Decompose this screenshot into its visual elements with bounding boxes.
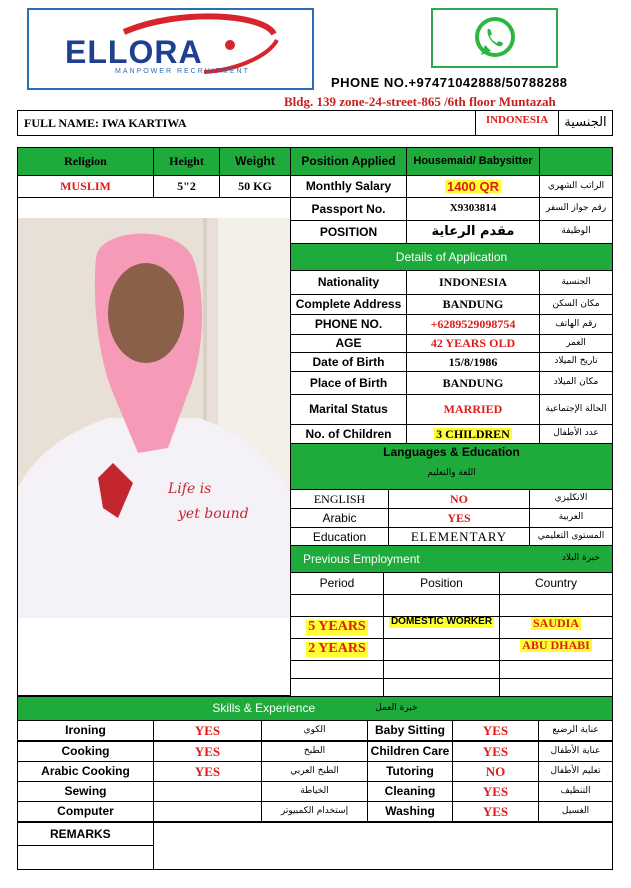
detail-ar: الجنسية	[539, 270, 613, 295]
passport-ar: رقم جواز السفر	[539, 197, 613, 221]
detail-label: Place of Birth	[290, 371, 407, 395]
detail-value-cell	[406, 424, 540, 444]
salary-label: Monthly Salary	[290, 175, 407, 198]
skill-value: YES	[153, 720, 262, 741]
name-nationality: INDONESIA	[485, 114, 549, 126]
detail-label: AGE	[290, 334, 407, 353]
language-label: ENGLISH	[290, 489, 389, 509]
employment-country: ABU DHABI	[522, 638, 590, 652]
logo-text: ELLORA	[65, 34, 203, 70]
detail-ar: عدد الأطفال	[539, 424, 613, 444]
whatsapp-box[interactable]	[431, 8, 558, 68]
detail-value: INDONESIA	[438, 275, 507, 290]
whatsapp-icon	[471, 15, 519, 63]
skill-ar: الطبخ	[261, 741, 368, 762]
skill-ar: الكوي	[261, 720, 368, 741]
skills-title: Skills & Experience	[212, 701, 316, 716]
detail-value: 42 YEARS OLD	[430, 336, 516, 351]
employment-cell	[499, 616, 613, 639]
skill-ar: عناية الرضيع	[538, 720, 613, 741]
full-name-cell	[17, 110, 476, 136]
skill-label: Sewing	[17, 781, 154, 802]
employment-header-cell: Country	[499, 572, 613, 595]
skill-ar: الغسيل	[538, 801, 613, 822]
full-name: FULL NAME: IWA KARTIWA	[24, 115, 187, 130]
employment-country: SAUDIA	[532, 616, 579, 630]
detail-ar: مكان السكن	[539, 294, 613, 315]
employment-title-ar: خبرة البلاد	[561, 553, 600, 564]
skills-title-ar: خبرة العمل	[375, 702, 418, 713]
skill-label: Children Care	[367, 741, 453, 762]
employment-cell	[290, 660, 384, 679]
language-ar: الانكليزي	[529, 489, 613, 509]
skill-value: YES	[452, 801, 539, 822]
name-nationality-cell	[475, 110, 559, 136]
details-title: Details of Application	[290, 243, 613, 271]
height-value: 5"2	[153, 175, 220, 198]
employment-title-cell	[290, 545, 613, 573]
detail-value: MARRIED	[443, 402, 503, 417]
detail-value-cell	[406, 334, 540, 353]
skill-label: Computer	[17, 801, 154, 822]
languages-title: Languages & Education	[383, 445, 520, 459]
remarks-blank	[17, 845, 154, 870]
position-label: POSITION	[290, 220, 407, 244]
employment-cell	[290, 616, 384, 639]
employment-header-cell: Period	[290, 572, 384, 595]
detail-label: No. of Children	[290, 424, 407, 444]
employment-cell	[383, 638, 500, 661]
header-weight: Weight	[219, 147, 291, 176]
photo-frame	[17, 197, 291, 696]
skill-ar: التنظيف	[538, 781, 613, 802]
employment-cell	[290, 678, 384, 697]
header-position-applied: Position Applied	[290, 147, 407, 176]
language-value: NO	[388, 489, 530, 509]
employment-period: 2 YEARS	[308, 641, 366, 657]
detail-value-cell	[406, 270, 540, 295]
employment-cell	[499, 638, 613, 661]
detail-value: +6289529098754	[430, 317, 516, 332]
language-value: YES	[388, 508, 530, 528]
language-label: Education	[290, 527, 389, 547]
detail-value-cell	[406, 314, 540, 335]
skill-value: YES	[452, 781, 539, 802]
employment-cell	[290, 638, 384, 661]
detail-label: Date of Birth	[290, 352, 407, 372]
skill-ar: إستخدام الكمبيوتر	[261, 801, 368, 822]
logo-subtitle: MANPOWER RECRUITMENT	[115, 68, 250, 75]
skill-label: Ironing	[17, 720, 154, 741]
applicant-photo	[18, 218, 290, 618]
salary-ar: الراتب الشهري	[539, 175, 613, 198]
salary-value: 1400 QR	[446, 178, 500, 194]
skills-title-cell	[17, 696, 613, 721]
detail-label: Nationality	[290, 270, 407, 295]
language-label: Arabic	[290, 508, 389, 528]
employment-title: Previous Employment	[303, 551, 420, 566]
employment-cell	[499, 678, 613, 697]
employment-period: 5 YEARS	[308, 619, 366, 635]
header-blank	[539, 147, 613, 176]
employment-position: DOMESTIC WORKER	[390, 616, 493, 627]
detail-label: Complete Address	[290, 294, 407, 315]
skill-ar: عناية الأطفال	[538, 741, 613, 762]
detail-value: 3 CHILDREN	[436, 426, 510, 441]
skill-label: Cooking	[17, 741, 154, 762]
employment-cell	[499, 660, 613, 679]
languages-title-cell	[290, 443, 613, 490]
skill-ar: الطبخ العربي	[261, 761, 368, 782]
svg-text:yet bound: yet bound	[178, 506, 249, 522]
skill-value: YES	[153, 741, 262, 762]
detail-value-cell	[406, 294, 540, 315]
employment-cell	[499, 594, 613, 617]
language-ar: العربية	[529, 508, 613, 528]
employment-cell	[290, 594, 384, 617]
employment-header-cell: Position	[383, 572, 500, 595]
header-religion: Religion	[17, 147, 154, 176]
detail-ar: العمر	[539, 334, 613, 353]
name-nationality-ar: الجنسية	[564, 115, 607, 131]
header-phone: PHONE NO.+97471042888/50788288	[331, 75, 568, 90]
skill-ar: الخياطة	[261, 781, 368, 802]
position-ar: الوظيفة	[539, 220, 613, 244]
skill-label: Arabic Cooking	[17, 761, 154, 782]
skill-label: Tutoring	[367, 761, 453, 782]
employment-cell	[383, 594, 500, 617]
skill-ar: تعليم الأطفال	[538, 761, 613, 782]
detail-label: PHONE NO.	[290, 314, 407, 335]
skill-value: NO	[452, 761, 539, 782]
logo-box	[27, 8, 314, 90]
detail-value-cell	[406, 352, 540, 372]
detail-ar: مكان الميلاد	[539, 371, 613, 395]
header-address: Bldg. 139 zone-24-street-865 /6th floor Muntazah	[284, 94, 556, 109]
skill-value	[153, 801, 262, 822]
skill-value: YES	[452, 720, 539, 741]
remarks-label: REMARKS	[17, 822, 154, 846]
language-ar: المستوى التعليمي	[529, 527, 613, 547]
header-height: Height	[153, 147, 220, 176]
skill-value: YES	[452, 741, 539, 762]
detail-value-cell	[406, 371, 540, 395]
employment-cell	[383, 678, 500, 697]
detail-value-cell	[406, 394, 540, 425]
salary-value-cell	[406, 175, 540, 198]
employment-cell	[383, 616, 500, 639]
religion-value: MUSLIM	[17, 175, 154, 198]
detail-label: Marital Status	[290, 394, 407, 425]
language-value: ELEMENTARY	[388, 527, 530, 547]
name-nationality-ar-cell	[558, 110, 613, 136]
svg-text:Life is: Life is	[168, 481, 212, 497]
detail-value: 15/8/1986	[448, 354, 498, 369]
position-value: مقدم الرعاية	[406, 220, 540, 244]
detail-ar: الحالة الإجتماعية	[539, 394, 613, 425]
weight-value: 50 KG	[219, 175, 291, 198]
header-job: Housemaid/ Babysitter	[406, 147, 540, 176]
passport-value: X9303814	[406, 197, 540, 221]
skill-label: Cleaning	[367, 781, 453, 802]
employment-cell	[383, 660, 500, 679]
skill-value	[153, 781, 262, 802]
detail-ar: رقم الهاتف	[539, 314, 613, 335]
detail-value: BANDUNG	[442, 297, 504, 312]
skill-label: Baby Sitting	[367, 720, 453, 741]
languages-title-ar: اللغة والتعليم	[427, 467, 476, 478]
detail-ar: تاريخ الميلاد	[539, 352, 613, 372]
remarks-value[interactable]	[153, 822, 613, 870]
skill-label: Washing	[367, 801, 453, 822]
detail-value: BANDUNG	[442, 375, 504, 390]
passport-label: Passport No.	[290, 197, 407, 221]
skill-value: YES	[153, 761, 262, 782]
